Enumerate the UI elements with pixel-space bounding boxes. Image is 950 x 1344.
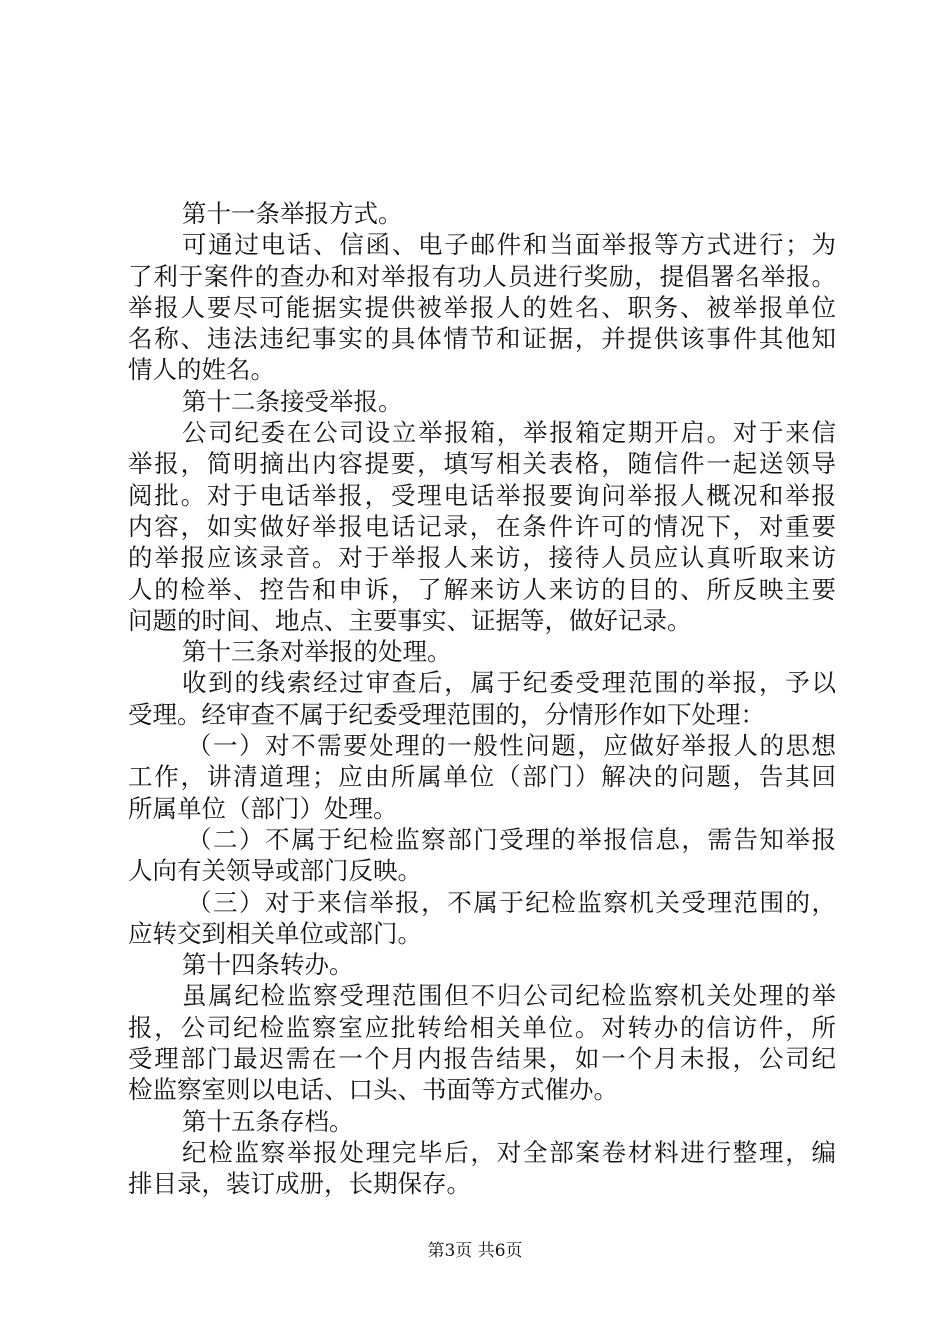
text-line: 的举报应该录音。对于举报人来访，接待人员应认真听取来访: [128, 543, 836, 573]
text-line: 了利于案件的查办和对举报有功人员进行奖励，提倡署名举报。: [128, 261, 836, 291]
body-paragraph: [128, 229, 836, 385]
text-line: 情人的姓名。: [128, 355, 275, 385]
text-line: （二）不属于纪检监察部门受理的举报信息，需告知举报: [187, 824, 836, 854]
text-line: 人向有关领导或部门反映。: [128, 856, 422, 886]
list-item-paragraph: [128, 824, 836, 887]
text-line: 受理部门最迟需在一个月内报告结果，如一个月未报，公司纪: [128, 1044, 836, 1074]
article-heading: [128, 949, 836, 980]
list-item-paragraph: [128, 887, 836, 950]
text-line: 内容，如实做好举报电话记录，在条件许可的情况下，对重要: [128, 511, 836, 541]
list-item-paragraph: [128, 730, 836, 824]
document-body: [128, 198, 836, 1200]
text-line: 第十一条举报方式。: [182, 199, 403, 228]
text-line: 阅批。对于电话举报，受理电话举报要询问举报人概况和举报: [128, 480, 836, 510]
page-footer: 第3页 共6页: [427, 1241, 523, 1261]
text-line: 报，公司纪检监察室应批转给相关单位。对转办的信访件，所: [128, 1012, 836, 1042]
text-line: 受理。经审查不属于纪委受理范围的，分情形作如下处理：: [128, 699, 765, 729]
text-line: 应转交到相关单位或部门。: [128, 918, 422, 948]
text-line: 名称、违法违纪事实的具体情节和证据，并提供该事件其他知: [128, 324, 836, 354]
text-line: 检监察室则以电话、口头、书面等方式催办。: [128, 1075, 618, 1105]
article-heading: [128, 198, 836, 229]
article-heading: [128, 386, 836, 417]
text-line: 举报，简明摘出内容提要，填写相关表格，随信件一起送领导: [128, 449, 836, 479]
article-heading: [128, 1106, 836, 1137]
body-paragraph: [128, 1137, 836, 1200]
body-paragraph: [128, 667, 836, 730]
article-heading: [128, 636, 836, 667]
text-line: 所属单位（部门）处理。: [128, 793, 398, 823]
text-line: 第十二条接受举报。: [182, 386, 403, 416]
text-line: 可通过电话、信函、电子邮件和当面举报等方式进行；为: [182, 230, 836, 260]
text-line: 收到的线索经过审查后，属于纪委受理范围的举报，予以: [182, 668, 836, 698]
body-paragraph: [128, 417, 836, 636]
text-line: 第十三条对举报的处理。: [182, 637, 452, 667]
text-line: 第十五条存档。: [182, 1106, 354, 1136]
text-line: 工作，讲清道理；应由所属单位（部门）解决的问题，告其回: [128, 762, 836, 792]
body-paragraph: [128, 980, 836, 1105]
text-line: 问题的时间、地点、主要事实、证据等，做好记录。: [128, 605, 692, 635]
text-line: 举报人要尽可能据实提供被举报人的姓名、职务、被举报单位: [128, 292, 836, 322]
text-line: 纪检监察举报处理完毕后，对全部案卷材料进行整理，编: [182, 1137, 836, 1167]
text-line: 第十四条转办。: [182, 950, 354, 980]
text-line: 虽属纪检监察受理范围但不归公司纪检监察机关处理的举: [182, 981, 836, 1011]
text-line: 排目录，装订成册，长期保存。: [128, 1169, 471, 1199]
text-line: 人的检举、控告和申诉，了解来访人来访的目的、所反映主要: [128, 574, 836, 604]
text-line: 公司纪委在公司设立举报箱，举报箱定期开启。对于来信: [182, 418, 836, 448]
text-line: （三）对于来信举报，不属于纪检监察机关受理范围的，: [187, 887, 836, 917]
text-line: （一）对不需要处理的一般性问题，应做好举报人的思想: [187, 731, 836, 761]
